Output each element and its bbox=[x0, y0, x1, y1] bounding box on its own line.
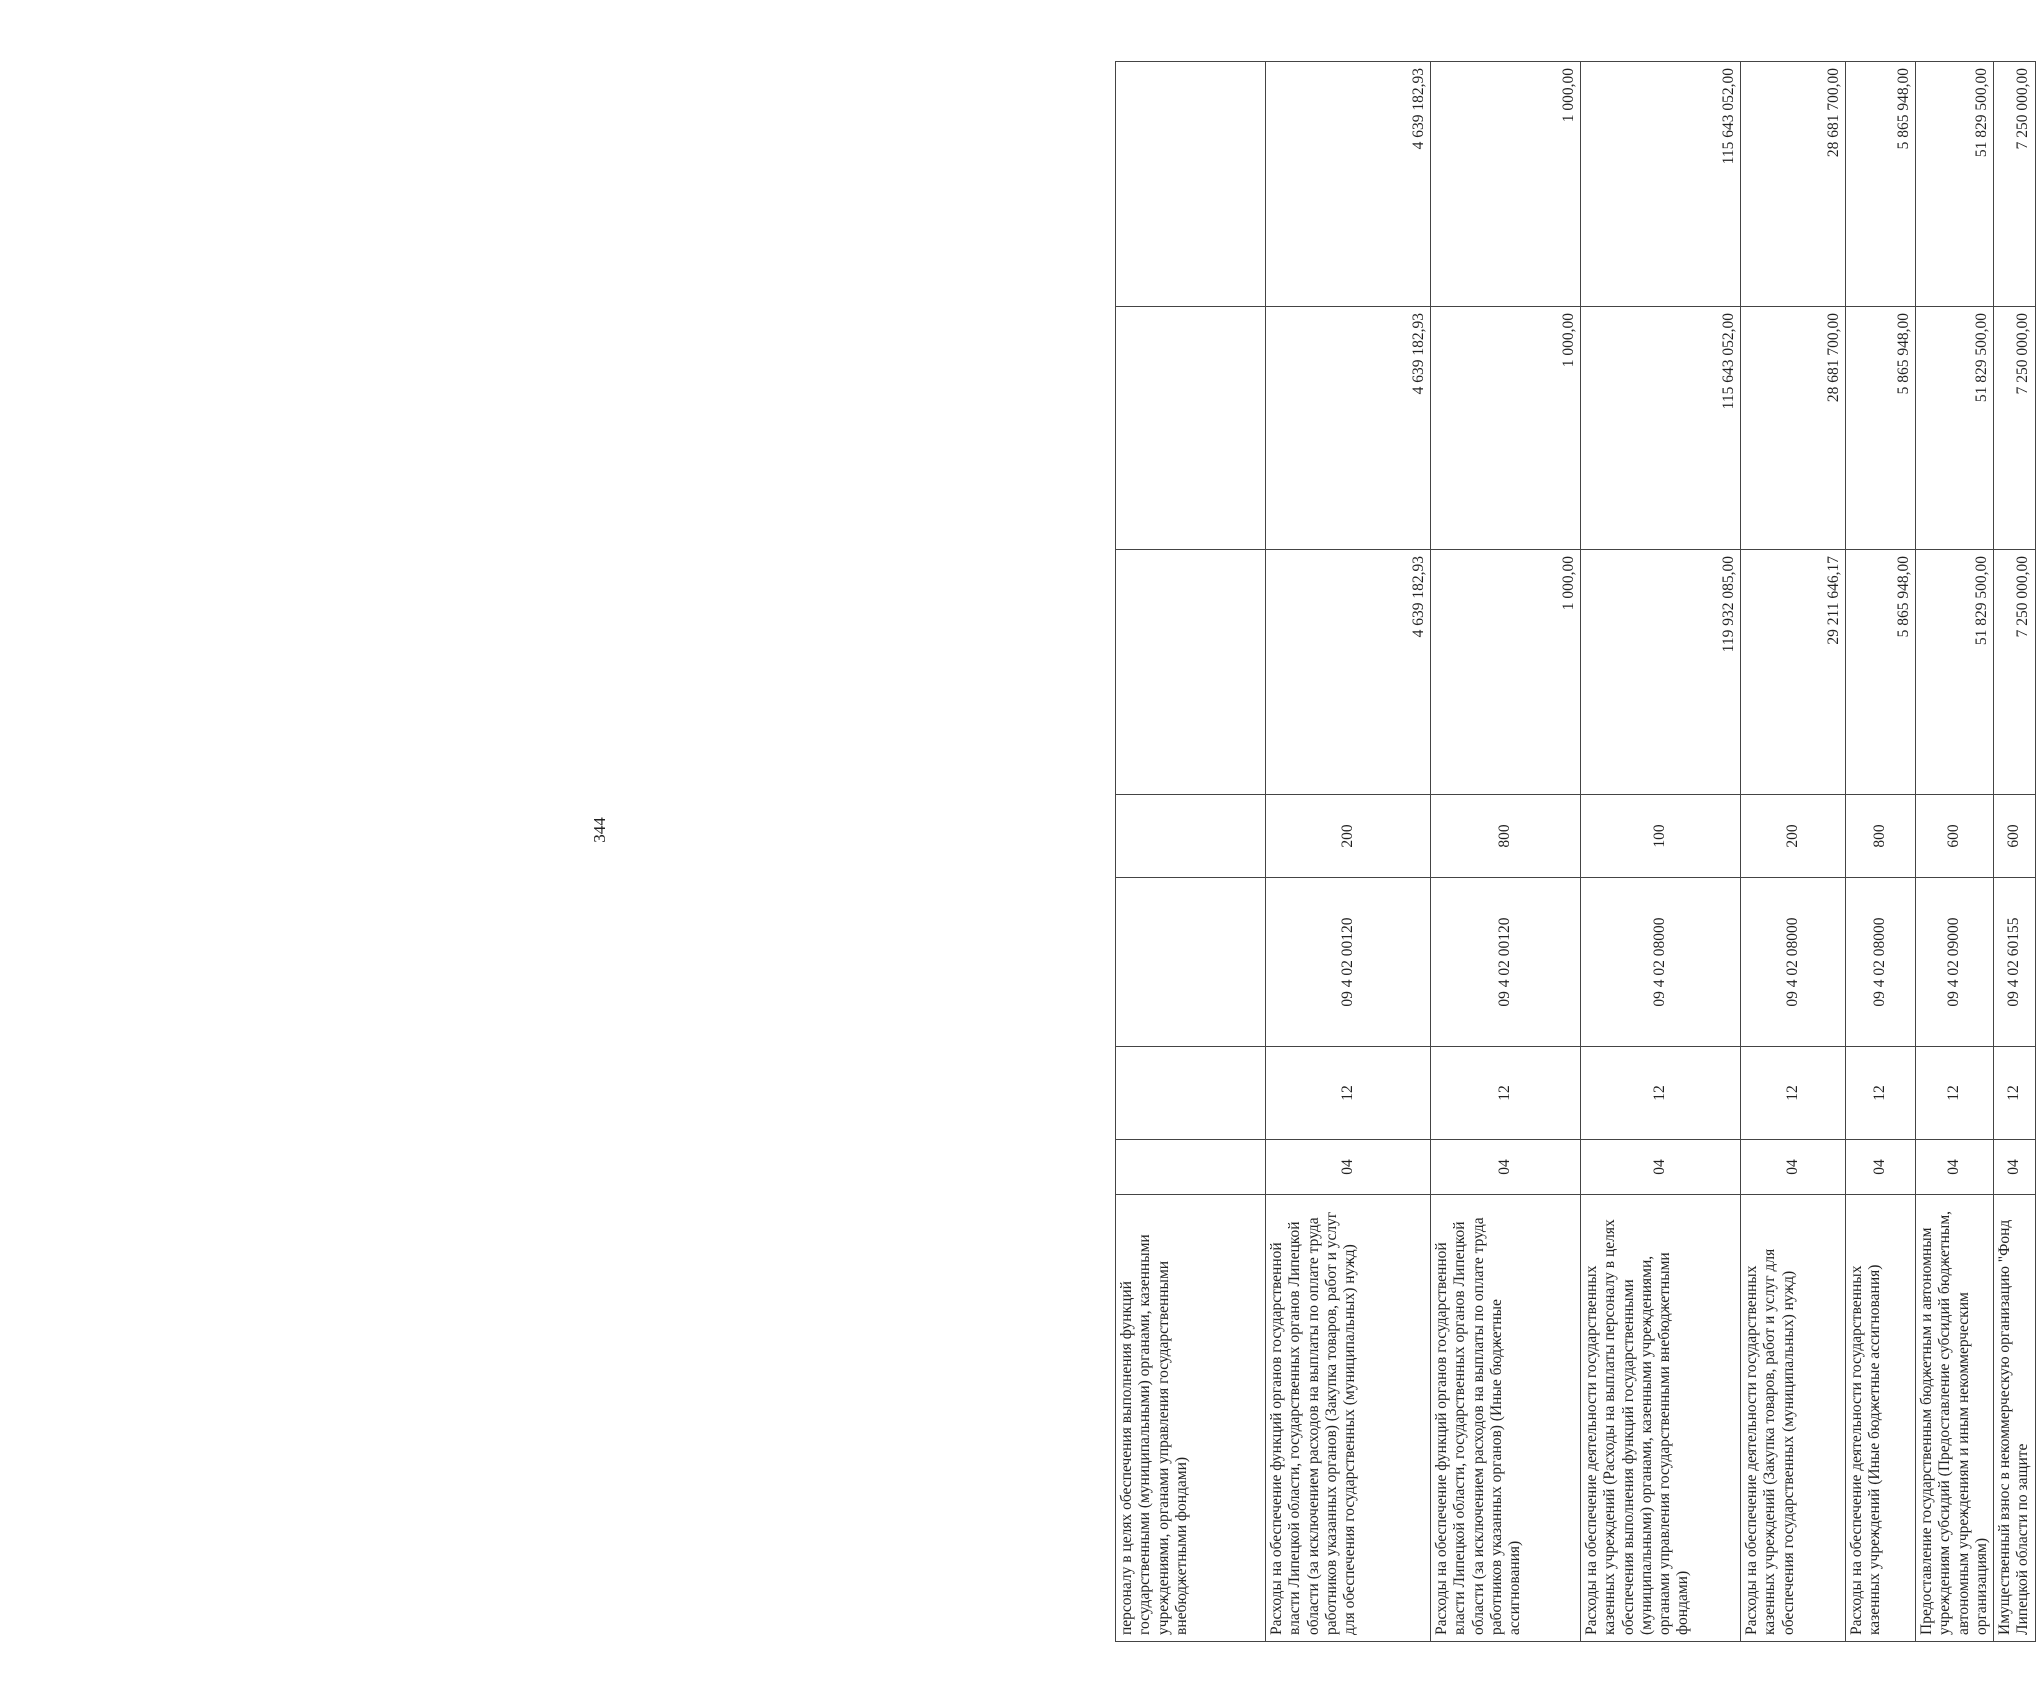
amount-cell: 51 829 500,00 bbox=[1916, 62, 1994, 307]
amount-cell: 1 000,00 bbox=[1431, 62, 1581, 307]
table-row bbox=[1916, 62, 1994, 1642]
amount-cell: 1 000,00 bbox=[1431, 550, 1581, 795]
description-cell: Расходы на обеспечение деятельности государственных казенных учреждений (Расходы на выплаты персоналу в целях обеспечения выполнения функций государственными (муниципальными) органами, казенными учреждениями, органами управления государственными внебюджетными фондами) bbox=[1581, 1195, 1741, 1642]
description-cell: Расходы на обеспечение функций органов государственной власти Липецкой области, государственных органов Липецкой области (за исключением расходов на выплаты по оплате труда работников указанных органов) (Иные бюджетные ассигнования) bbox=[1431, 1195, 1581, 1642]
description-cell: Имущественный взнос в некоммерческую организацию "Фонд Липецкой области по защите bbox=[1994, 1195, 2036, 1642]
subsection-code-cell: 12 bbox=[1846, 1047, 1916, 1140]
subsection-code-cell: 12 bbox=[1916, 1047, 1994, 1140]
subsection-code-cell: 12 bbox=[1431, 1047, 1581, 1140]
subsection-code-cell bbox=[1116, 1047, 1266, 1140]
description-cell: Расходы на обеспечение деятельности государственных казенных учреждений (Закупка товаров, работ и услуг для обеспечения государственных (муниципальных) нужд) bbox=[1741, 1195, 1846, 1642]
table-row bbox=[1431, 62, 1581, 1642]
amount-cell: 29 211 646,17 bbox=[1741, 550, 1846, 795]
amount-cell bbox=[1116, 62, 1266, 307]
subsection-code-cell: 12 bbox=[1994, 1047, 2036, 1140]
expense-type-cell: 200 bbox=[1741, 795, 1846, 878]
table-row bbox=[1741, 62, 1846, 1642]
description-cell: Предоставление государственным бюджетным и автономным учреждениям субсидий (Предоставление субсидий бюджетным, автономным учреждениям и иным некоммерческим организациям) bbox=[1916, 1195, 1994, 1642]
section-code-cell: 04 bbox=[1581, 1140, 1741, 1195]
section-code-cell: 04 bbox=[1266, 1140, 1431, 1195]
amount-cell: 51 829 500,00 bbox=[1916, 550, 1994, 795]
amount-cell: 5 865 948,00 bbox=[1846, 550, 1916, 795]
table-row bbox=[1846, 62, 1916, 1642]
amount-cell: 7 250 000,00 bbox=[1994, 62, 2036, 307]
target-article-cell: 09 4 02 60155 bbox=[1994, 878, 2036, 1047]
target-article-cell bbox=[1116, 878, 1266, 1047]
amount-cell: 28 681 700,00 bbox=[1741, 62, 1846, 307]
description-cell: Расходы на обеспечение функций органов государственной власти Липецкой области, государственных органов Липецкой области (за исключением расходов на выплаты по оплате труда работников указанных органов) (Закупка товаров, работ и услуг для обеспечения государственных (муниципальных) нужд) bbox=[1266, 1195, 1431, 1642]
section-code-cell bbox=[1116, 1140, 1266, 1195]
budget-table bbox=[1115, 61, 2036, 1642]
subsection-code-cell: 12 bbox=[1741, 1047, 1846, 1140]
rotated-table-container bbox=[1115, 62, 2032, 1642]
table-row bbox=[1994, 62, 2036, 1642]
subsection-code-cell: 12 bbox=[1266, 1047, 1431, 1140]
amount-cell: 115 643 052,00 bbox=[1581, 62, 1741, 307]
section-code-cell: 04 bbox=[1431, 1140, 1581, 1195]
amount-cell: 5 865 948,00 bbox=[1846, 62, 1916, 307]
amount-cell: 4 639 182,93 bbox=[1266, 307, 1431, 550]
amount-cell: 5 865 948,00 bbox=[1846, 307, 1916, 550]
expense-type-cell: 200 bbox=[1266, 795, 1431, 878]
amount-cell: 4 639 182,93 bbox=[1266, 62, 1431, 307]
section-code-cell: 04 bbox=[1846, 1140, 1916, 1195]
section-code-cell: 04 bbox=[1741, 1140, 1846, 1195]
expense-type-cell: 600 bbox=[1916, 795, 1994, 878]
description-cell: Расходы на обеспечение деятельности государственных казенных учреждений (Иные бюджетные ассигнования) bbox=[1846, 1195, 1916, 1642]
amount-cell bbox=[1116, 550, 1266, 795]
target-article-cell: 09 4 02 09000 bbox=[1916, 878, 1994, 1047]
target-article-cell: 09 4 02 08000 bbox=[1846, 878, 1916, 1047]
table-row bbox=[1266, 62, 1431, 1642]
amount-cell: 119 932 085,00 bbox=[1581, 550, 1741, 795]
amount-cell: 28 681 700,00 bbox=[1741, 307, 1846, 550]
page-number: 344 bbox=[590, 817, 609, 843]
expense-type-cell: 800 bbox=[1431, 795, 1581, 878]
target-article-cell: 09 4 02 00120 bbox=[1266, 878, 1431, 1047]
amount-cell: 7 250 000,00 bbox=[1994, 550, 2036, 795]
expense-type-cell: 600 bbox=[1994, 795, 2036, 878]
target-article-cell: 09 4 02 00120 bbox=[1431, 878, 1581, 1047]
description-cell: персоналу в целях обеспечения выполнения функций государственными (муниципальными) органами, казенными учреждениями, органами управления государственными внебюджетными фондами) bbox=[1116, 1195, 1266, 1642]
amount-cell: 7 250 000,00 bbox=[1994, 307, 2036, 550]
expense-type-cell bbox=[1116, 795, 1266, 878]
amount-cell: 1 000,00 bbox=[1431, 307, 1581, 550]
table-row bbox=[1116, 62, 1266, 1642]
subsection-code-cell: 12 bbox=[1581, 1047, 1741, 1140]
amount-cell: 4 639 182,93 bbox=[1266, 550, 1431, 795]
section-code-cell: 04 bbox=[1916, 1140, 1994, 1195]
amount-cell bbox=[1116, 307, 1266, 550]
expense-type-cell: 100 bbox=[1581, 795, 1741, 878]
target-article-cell: 09 4 02 08000 bbox=[1741, 878, 1846, 1047]
expense-type-cell: 800 bbox=[1846, 795, 1916, 878]
table-row bbox=[1581, 62, 1741, 1642]
amount-cell: 51 829 500,00 bbox=[1916, 307, 1994, 550]
amount-cell: 115 643 052,00 bbox=[1581, 307, 1741, 550]
section-code-cell: 04 bbox=[1994, 1140, 2036, 1195]
target-article-cell: 09 4 02 08000 bbox=[1581, 878, 1741, 1047]
